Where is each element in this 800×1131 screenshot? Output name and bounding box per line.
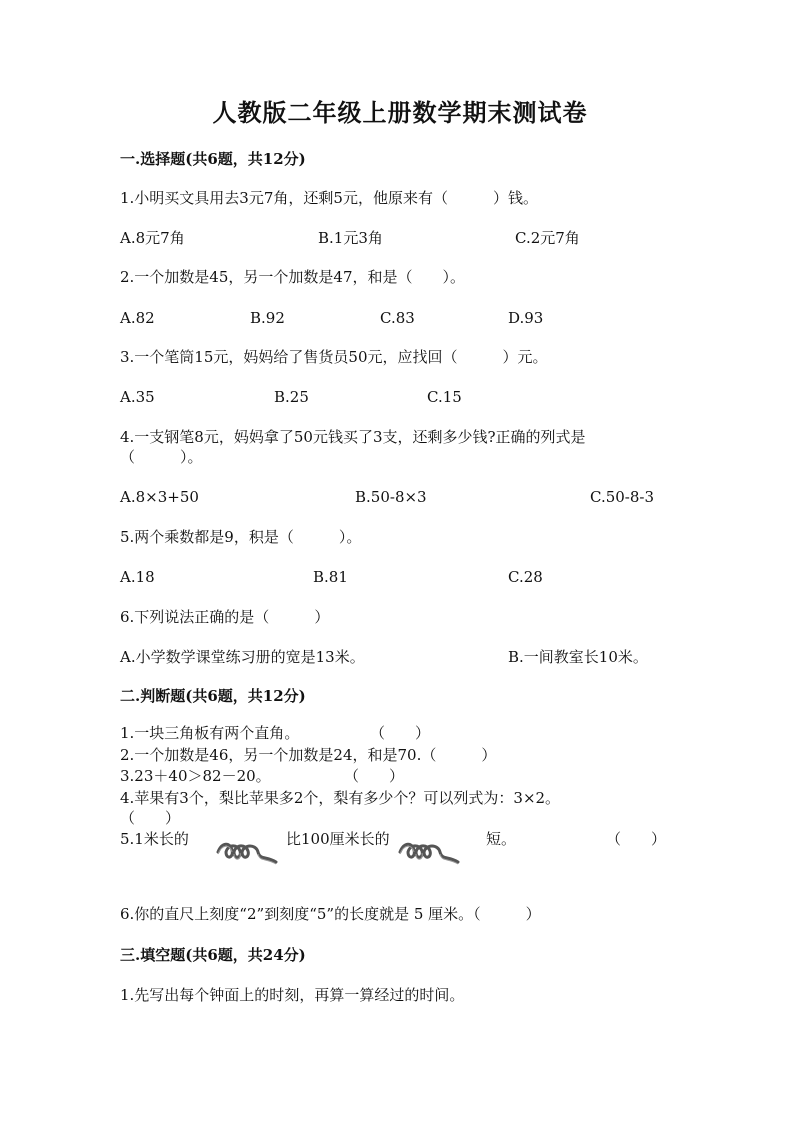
question-6-stem: 6.下列说法正确的是（ ） xyxy=(120,608,330,626)
rope-illustration-2 xyxy=(398,838,460,868)
question-4-option-b: B.50-8×3 xyxy=(355,488,427,506)
section-heading-choice: 一.选择题(共6题，共12分) xyxy=(120,150,306,168)
question-2-option-d: D.93 xyxy=(508,309,544,327)
question-4-stem-continued: （ ）。 xyxy=(120,448,203,466)
section-heading-fill-in: 三.填空题(共6题，共24分) xyxy=(120,946,306,964)
question-6-option-a: A.小学数学课堂练习册的宽是13米。 xyxy=(120,648,365,666)
question-5-option-a: A.18 xyxy=(120,568,155,586)
section-heading-judgement: 二.判断题(共6题，共12分) xyxy=(120,687,306,705)
judgement-item-2: 2.一个加数是46，另一个加数是24，和是70.（ ） xyxy=(120,746,497,764)
question-4-option-a: A.8×3+50 xyxy=(120,488,199,506)
question-1-option-a: A.8元7角 xyxy=(120,229,185,247)
judgement-item-1-answer: （ ） xyxy=(370,724,431,742)
rope-illustration-1 xyxy=(216,838,278,868)
question-5-option-c: C.28 xyxy=(508,568,543,586)
question-6-option-b: B.一间教室长10米。 xyxy=(508,648,648,666)
question-3-stem: 3.一个笔筒15元，妈妈给了售货员50元，应找回（ ）元。 xyxy=(120,348,548,366)
question-1-option-c: C.2元7角 xyxy=(515,229,580,247)
question-4-stem: 4.一支钢笔8元，妈妈拿了50元钱买了3支，还剩多少钱?正确的列式是 xyxy=(120,428,586,446)
question-3-option-a: A.35 xyxy=(120,388,155,406)
judgement-item-5-part1: 5.1米长的 xyxy=(120,830,189,848)
judgement-item-6: 6.你的直尺上刻度“2”到刻度“5”的长度就是 5 厘米。（ ） xyxy=(120,905,541,923)
judgement-item-1: 1.一块三角板有两个直角。 xyxy=(120,724,300,742)
judgement-item-3: 3.23＋40＞82－20。 xyxy=(120,767,271,785)
judgement-item-5-part3: 短。 xyxy=(486,830,517,848)
question-2-option-b: B.92 xyxy=(250,309,285,327)
judgement-item-4-answer: （ ） xyxy=(120,809,181,827)
question-4-option-c: C.50-8-3 xyxy=(590,488,655,506)
question-5-stem: 5.两个乘数都是9，积是（ ）。 xyxy=(120,528,362,546)
question-3-option-c: C.15 xyxy=(427,388,462,406)
judgement-item-3-answer: （ ） xyxy=(344,767,405,785)
judgement-item-5-part2: 比100厘米长的 xyxy=(286,830,390,848)
judgement-item-5-answer: （ ） xyxy=(606,830,667,848)
question-2-stem: 2.一个加数是45，另一个加数是47，和是（ ）。 xyxy=(120,268,465,286)
question-2-option-a: A.82 xyxy=(120,309,155,327)
question-1-option-b: B.1元3角 xyxy=(318,229,383,247)
question-1-stem: 1.小明买文具用去3元7角，还剩5元，他原来有（ ）钱。 xyxy=(120,189,538,207)
fill-in-question-1: 1.先写出每个钟面上的时刻，再算一算经过的时间。 xyxy=(120,986,465,1004)
question-3-option-b: B.25 xyxy=(274,388,309,406)
page-title: 人教版二年级上册数学期末测试卷 xyxy=(212,98,588,127)
question-5-option-b: B.81 xyxy=(313,568,348,586)
judgement-item-4: 4.苹果有3个，梨比苹果多2个，梨有多少个？可以列式为：3×2。 xyxy=(120,789,561,807)
question-2-option-c: C.83 xyxy=(380,309,415,327)
